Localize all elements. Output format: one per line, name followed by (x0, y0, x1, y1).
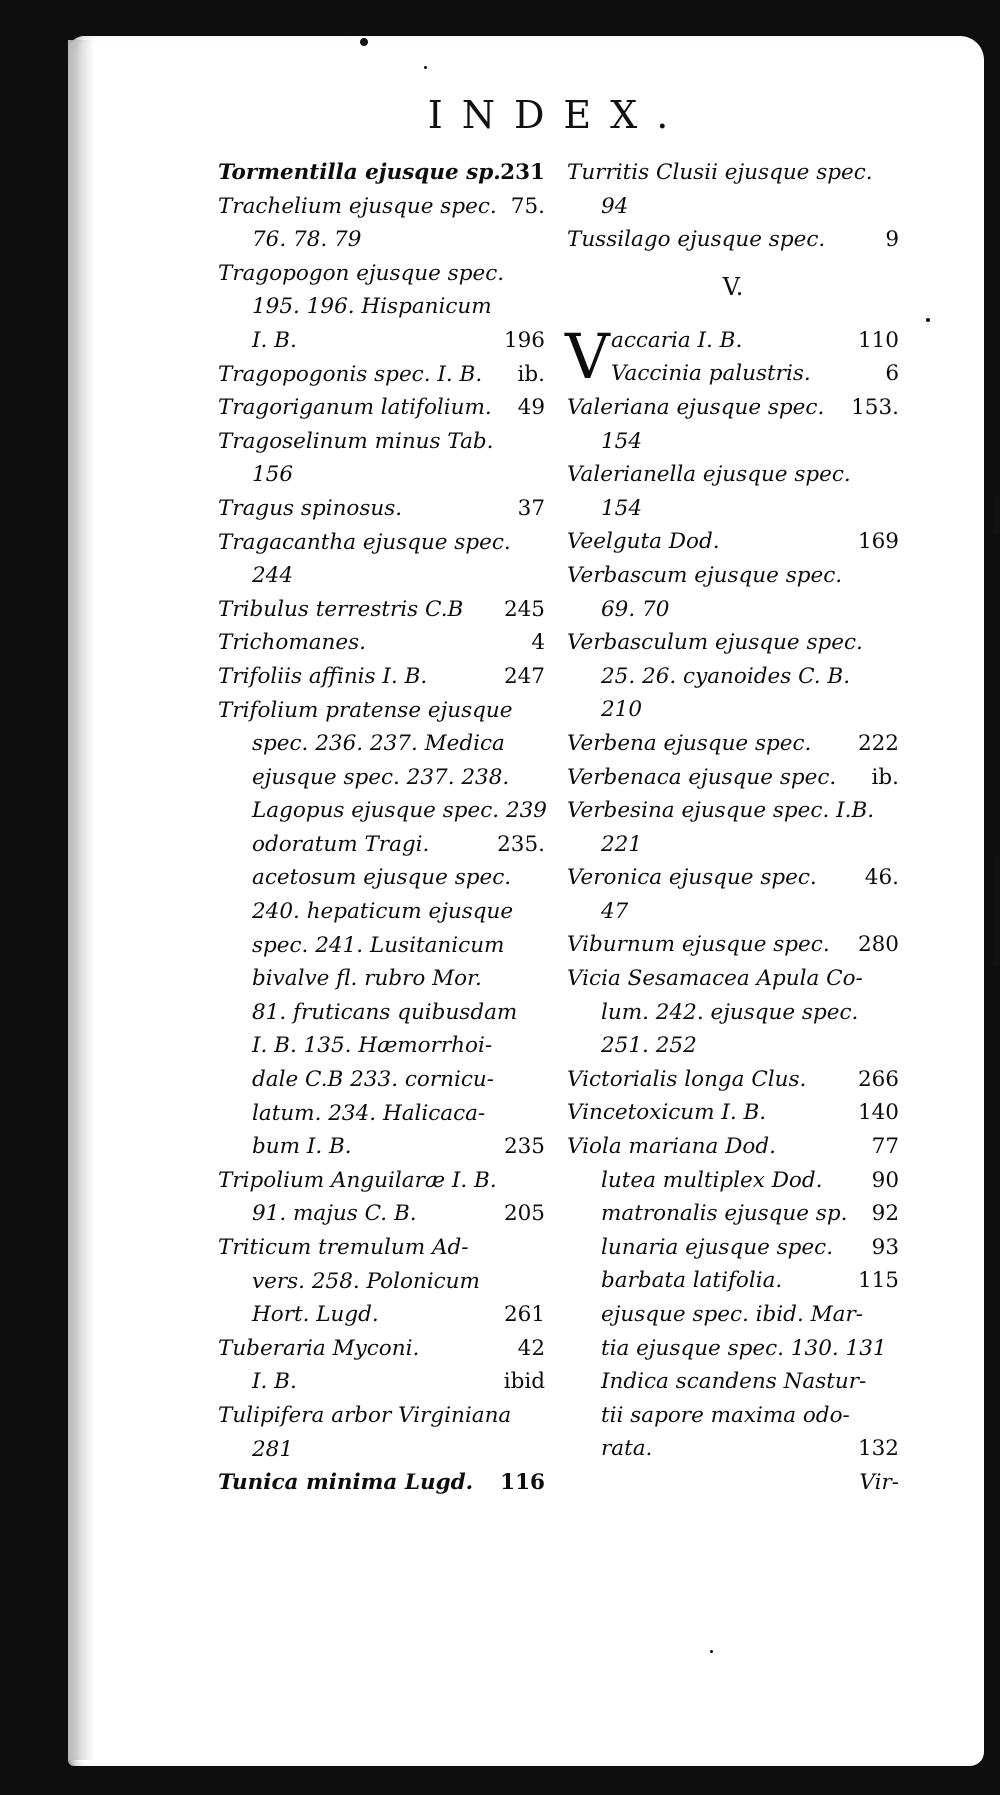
entry-text: Trifolium pratense ejusque (218, 697, 513, 723)
entry-line (218, 962, 545, 996)
entry-line (218, 1332, 545, 1366)
entry-text: 240. hepaticum ejusque (252, 899, 514, 925)
ink-speck-3 (424, 66, 427, 69)
dropcap-entry (565, 319, 899, 393)
entry-text: Viburnum ejusque spec. (567, 932, 830, 958)
entry-text: latum. 234. Halicaca- (252, 1100, 486, 1126)
entry-text: Turritis Clusii ejusque spec. (567, 160, 873, 185)
index-entry (218, 1466, 545, 1500)
entry-text: 25. 26. cyanoides C. B. (601, 663, 851, 689)
entry-line (567, 190, 899, 224)
entry-line (567, 660, 899, 694)
entry-text: Tragoriganum latifolium. (218, 395, 492, 421)
index-entry (218, 492, 545, 526)
entry-line (567, 525, 899, 559)
entry-text: Tragopogonis spec. I. B. (218, 361, 483, 387)
page-ref: ibid (503, 1369, 545, 1395)
entry-text: Tuberaria Myconi. (218, 1335, 420, 1361)
entry-text: lutea multiplex Dod. (601, 1167, 823, 1193)
entry-text: Valeriana ejusque spec. (567, 394, 825, 420)
index-entry (567, 1063, 899, 1097)
page-ref: 169 (857, 529, 899, 555)
letter-heading: V. (722, 272, 744, 301)
entry-text: Veronica ejusque spec. (567, 865, 817, 891)
catchword: Vir- (859, 1469, 899, 1495)
page-ref: 140 (857, 1100, 899, 1126)
entry-text: Tunica minima Lugd. (218, 1470, 474, 1496)
entry-line (218, 1164, 545, 1198)
page-ref: 280 (857, 932, 899, 958)
page-ref: 132 (857, 1436, 899, 1462)
index-entry (218, 526, 545, 593)
entry-text: 210 (601, 697, 643, 723)
entry-text: Verbascum ejusque spec. (567, 562, 843, 588)
right-top-entries (567, 156, 899, 257)
index-entry (567, 391, 899, 458)
entry-line (218, 694, 545, 728)
edge-mark-2 (994, 856, 1000, 966)
entry-text: accaria I. B. (611, 327, 743, 353)
page-ref: 6 (885, 361, 899, 387)
entry-line (567, 727, 899, 761)
entry-text: matronalis ejusque sp. (601, 1201, 848, 1227)
drop-cap: V (565, 319, 610, 393)
entry-text: 281 (252, 1436, 294, 1462)
entry-text: I. B. (252, 327, 297, 353)
page-ref: 235 (503, 1134, 545, 1160)
entry-text: 81. fruticans quibusdam (252, 999, 518, 1025)
index-entry (218, 660, 545, 694)
sub-entry (567, 1264, 899, 1298)
entry-line (567, 156, 899, 190)
entry-line (567, 391, 899, 425)
page-ref: 231 (500, 160, 545, 185)
entry-text: tii sapore maxima odo- (601, 1402, 850, 1428)
sub-entry (567, 1399, 899, 1433)
entry-text: 47 (601, 898, 629, 924)
sub-entry (567, 1365, 899, 1399)
entry-line (218, 1365, 545, 1399)
entry-line (218, 794, 545, 828)
entry-line (218, 156, 545, 190)
entry-text: 76. 78. 79 (252, 227, 362, 253)
entry-line (218, 660, 545, 694)
entry-text: Indica scandens Nastur- (601, 1369, 867, 1395)
sub-entry (567, 1298, 899, 1332)
entry-text: lum. 242. ejusque spec. (601, 999, 859, 1025)
entry-text: tia ejusque spec. 130. 131 (601, 1335, 887, 1361)
index-entry (218, 593, 545, 627)
entry-line (218, 324, 545, 358)
page-ref: 266 (857, 1066, 899, 1092)
sub-entry (567, 1164, 899, 1198)
entry-line (218, 223, 545, 257)
entry-text: Lagopus ejusque spec. 239 (252, 798, 547, 824)
index-entry (567, 626, 899, 727)
ink-speck-1 (360, 38, 368, 46)
entry-line (567, 928, 899, 962)
entry-line (218, 626, 545, 660)
entry-line (218, 1029, 545, 1063)
entry-line (218, 458, 545, 492)
entry-text: 94 (601, 193, 629, 219)
entry-text: Trachelium ejusque spec. (218, 193, 497, 219)
entry-text: 251. 252 (601, 1033, 697, 1059)
index-entry (218, 626, 545, 660)
page-ref: 90 (871, 1167, 899, 1193)
index-entry (218, 1399, 545, 1466)
index-entry (567, 1130, 899, 1164)
entry-text: Victorialis longa Clus. (567, 1066, 807, 1092)
page-ref: 37 (517, 495, 545, 521)
entry-text: ejusque spec. 237. 238. (252, 764, 510, 790)
entry-text: 154 (601, 495, 643, 521)
entry-line (567, 828, 899, 862)
entry-text: Triticum tremulum Ad- (218, 1235, 469, 1260)
edge-mark-1 (994, 494, 1000, 534)
entry-text: 244 (252, 563, 294, 589)
index-entry (218, 190, 545, 257)
page-ref: 222 (857, 730, 899, 756)
index-entry (567, 794, 899, 861)
index-entry (218, 257, 545, 358)
entry-text: 91. majus C. B. (252, 1201, 417, 1227)
entry-text: Verbena ejusque spec. (567, 730, 812, 756)
entry-line (218, 1197, 545, 1231)
index-column-left (218, 156, 545, 1500)
entry-line (218, 1466, 545, 1500)
sub-entry (567, 1197, 899, 1231)
index-entry (567, 525, 899, 559)
page-ref: 9 (885, 227, 899, 253)
entry-text: Tribulus terrestris C.B (218, 596, 464, 622)
entry-text: I. B. 135. Hæmorrhoi- (252, 1033, 493, 1059)
entry-text: Tulipifera arbor Virginiana (218, 1402, 512, 1428)
index-entry (218, 1164, 545, 1231)
entry-text: I. B. (252, 1369, 297, 1395)
entry-text: 69. 70 (601, 596, 670, 622)
entry-line (611, 357, 899, 391)
entry-text: lunaria ejusque spec. (601, 1234, 834, 1260)
entry-text: Verbasculum ejusque spec. (567, 630, 863, 656)
entry-text: 156 (252, 462, 294, 488)
entry-text: Tripolium Anguilaræ I. B. (218, 1167, 497, 1193)
gutter-shadow (68, 40, 94, 1760)
entry-line (567, 794, 899, 828)
entry-line (567, 1063, 899, 1097)
sub-entry (567, 1332, 899, 1366)
entry-line (218, 996, 545, 1030)
index-entry (218, 1231, 545, 1332)
entry-text: barbata latifolia. (601, 1268, 783, 1294)
page-ref: ib. (871, 764, 899, 790)
entry-line (218, 828, 545, 862)
entry-line (218, 861, 545, 895)
page-ref: 261 (503, 1302, 545, 1328)
sub-entry (567, 1432, 899, 1466)
page-ref: 247 (503, 663, 545, 689)
entry-text: 195. 196. Hispanicum (252, 294, 492, 320)
index-entry (218, 156, 545, 190)
page-ref: 205 (503, 1201, 545, 1227)
entry-line (218, 1097, 545, 1131)
entry-line (218, 1063, 545, 1097)
index-entry (567, 727, 899, 761)
entry-text: spec. 241. Lusitanicum (252, 932, 505, 958)
entry-line (611, 324, 899, 358)
entry-line (567, 962, 899, 996)
entry-text: Tussilago ejusque spec. (567, 227, 826, 253)
index-column-right (567, 156, 899, 1500)
entry-text: 154 (601, 428, 643, 454)
entry-text: odoratum Tragi. (252, 831, 430, 857)
entry-text: Valerianella ejusque spec. (567, 462, 851, 488)
page-ref: 245 (503, 596, 545, 622)
entry-text: Tragacantha ejusque spec. (218, 529, 511, 555)
index-entry (567, 559, 899, 626)
entry-line (218, 257, 545, 291)
entry-line (567, 1130, 899, 1164)
index-entry (567, 861, 899, 928)
viola-subentries (567, 1164, 899, 1466)
index-entry (567, 761, 899, 795)
entry-line (567, 895, 899, 929)
entry-line (218, 1298, 545, 1332)
entry-line (567, 761, 899, 795)
page-ref: 92 (871, 1201, 899, 1227)
page-title: INDEX. (427, 93, 688, 137)
entry-line (218, 559, 545, 593)
page-ref: 4 (531, 630, 545, 656)
index-entry (218, 391, 545, 425)
index-entry (567, 928, 899, 962)
entry-line (218, 1265, 545, 1299)
index-entry (567, 962, 899, 1063)
entry-text: vers. 258. Polonicum (252, 1268, 480, 1294)
entry-line (567, 1029, 899, 1063)
page-ref: 49 (517, 395, 545, 421)
page-ref: 115 (857, 1268, 899, 1294)
entry-text: spec. 236. 237. Medica (252, 731, 505, 757)
entry-line (567, 425, 899, 459)
entry-line (218, 391, 545, 425)
entry-line (218, 593, 545, 627)
index-entry (567, 458, 899, 525)
entry-line (567, 1096, 899, 1130)
entry-text: Tragoselinum minus Tab. (218, 428, 494, 454)
entry-text: Hort. Lugd. (252, 1302, 379, 1328)
index-entry (567, 156, 899, 223)
entry-line (567, 693, 899, 727)
entry-text: ejusque spec. ibid. Mar- (601, 1302, 863, 1327)
entry-line (218, 290, 545, 324)
entry-line (218, 761, 545, 795)
index-entry (218, 1332, 545, 1399)
entry-line (567, 492, 899, 526)
entry-line (567, 593, 899, 627)
entry-line (218, 1231, 545, 1265)
page-ref: 46. (864, 865, 899, 891)
entry-line (567, 996, 899, 1030)
page-ref: 110 (857, 327, 899, 353)
entry-line (218, 727, 545, 761)
index-entry (567, 1096, 899, 1130)
page-ref: 153. (851, 394, 899, 420)
entry-text: Veelguta Dod. (567, 529, 720, 555)
entry-line (218, 492, 545, 526)
index-entry (567, 223, 899, 257)
entry-text: Verbenaca ejusque spec. (567, 764, 837, 790)
entry-text: Tragopogon ejusque spec. (218, 260, 505, 286)
entry-text: bum I. B. (252, 1134, 352, 1160)
entry-line (218, 1130, 545, 1164)
entry-text: acetosum ejusque spec. (252, 865, 512, 891)
index-entry (218, 694, 545, 1164)
entry-text: 221 (601, 831, 643, 857)
entry-line (218, 1399, 545, 1433)
page-ref: 235. (497, 831, 545, 857)
entry-text: Vaccinia palustris. (611, 361, 811, 387)
entry-line (218, 895, 545, 929)
page-ref: 75. (510, 193, 545, 219)
entry-text: Viola mariana Dod. (567, 1134, 776, 1160)
entry-line (218, 526, 545, 560)
ink-speck-5 (926, 318, 930, 322)
entry-text: Vincetoxicum I. B. (567, 1100, 767, 1126)
entry-line (567, 626, 899, 660)
entry-line (567, 458, 899, 492)
entry-text: dale C.B 233. cornicu- (252, 1067, 495, 1093)
page-ref: 116 (500, 1470, 545, 1496)
entry-text: Trichomanes. (218, 630, 366, 656)
ink-speck-4 (710, 1650, 713, 1653)
entry-text: Vicia Sesamacea Apula Co- (567, 966, 863, 992)
entry-line (567, 861, 899, 895)
entry-text: Verbesina ejusque spec. I.B. (567, 798, 875, 824)
sub-entry (567, 1231, 899, 1265)
index-entry (218, 358, 545, 392)
right-main-entries (567, 391, 899, 1164)
entry-line (218, 190, 545, 224)
entry-text: rata. (601, 1436, 653, 1462)
index-entry (218, 425, 545, 492)
page-ref: 93 (871, 1234, 899, 1260)
entry-text: Trifoliis affinis I. B. (218, 663, 428, 689)
page-ref: 196 (503, 327, 545, 353)
page-ref: ib. (517, 361, 545, 387)
entry-line (567, 223, 899, 257)
page-ref: 42 (517, 1335, 545, 1361)
entry-line (567, 559, 899, 593)
entry-line (218, 929, 545, 963)
ink-speck-2 (345, 30, 349, 34)
entry-text: Tragus spinosus. (218, 495, 403, 521)
entry-line (218, 1433, 545, 1467)
entry-text: Tormentilla ejusque sp. (218, 160, 501, 185)
page-ref: 77 (871, 1134, 899, 1160)
entry-text: bivalve fl. rubro Mor. (252, 966, 482, 992)
entry-line (218, 358, 545, 392)
entry-line (218, 425, 545, 459)
